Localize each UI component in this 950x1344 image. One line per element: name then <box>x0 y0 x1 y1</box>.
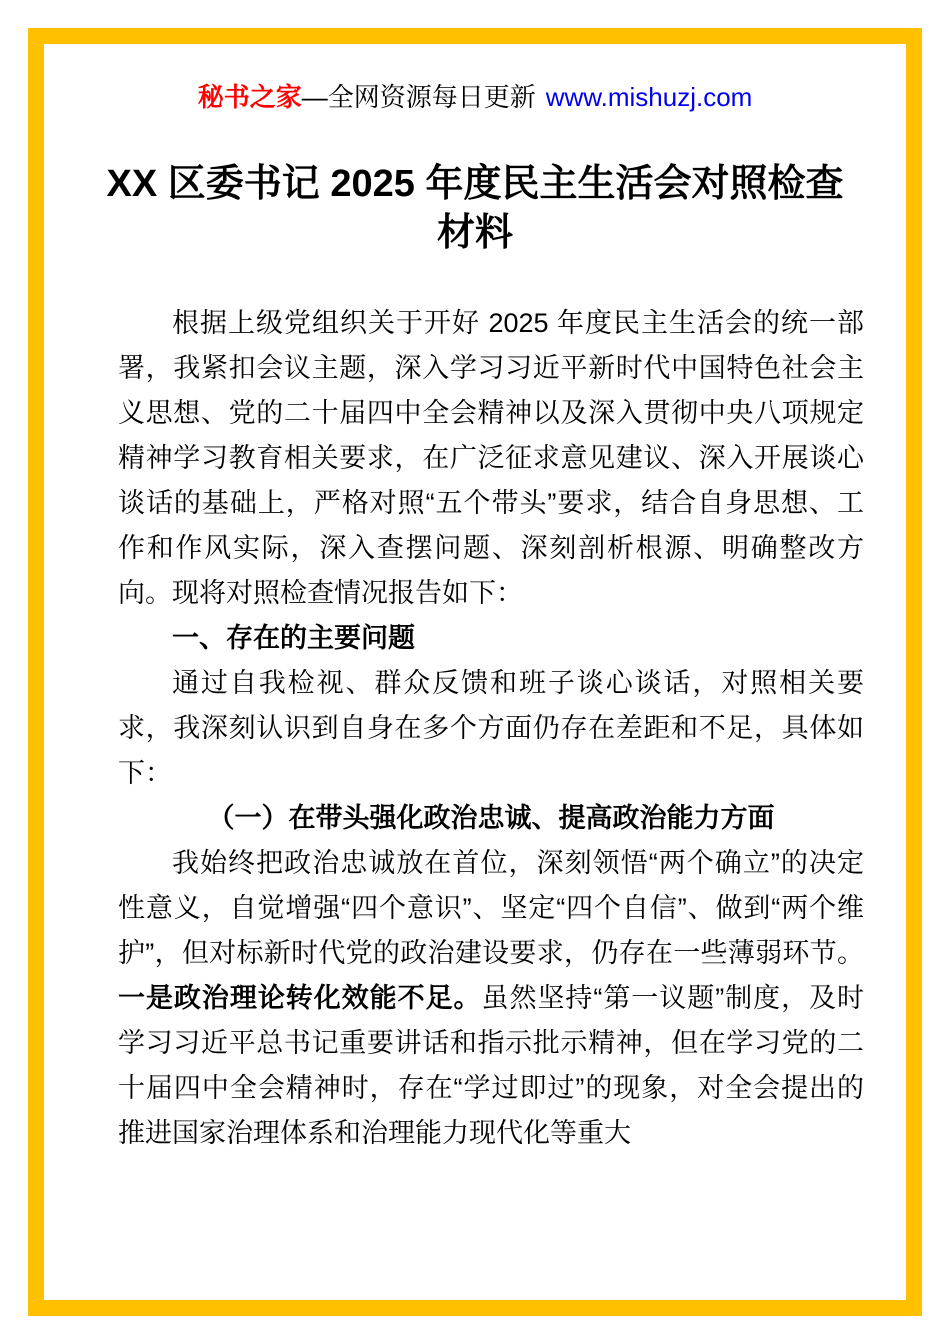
site-name-text: 秘书之家 <box>197 82 302 112</box>
header-tagline: —全网资源每日更新 <box>301 82 536 112</box>
document-title: XX 区委书记 2025 年度民主生活会对照检查材料 <box>106 163 844 254</box>
paragraph-lead-text: 我始终把政治忠诚放在首位，深刻领悟“两个确立”的决定性意义，自觉增强“四个意识”、坚定“四个自信”、做到“两个维护”，但对标新时代党的政治建设要求，仍存在一些薄弱环节。 <box>118 848 864 968</box>
paragraph-bold-point: 一是政治理论转化效能不足。 <box>118 983 482 1013</box>
site-url-link[interactable]: www.mishuzj.com <box>545 82 753 112</box>
paragraph-intro: 根据上级党组织关于开好 2025 年度民主生活会的统一部署，我紧扣会议主题，深入学习习近平新时代中国特色社会主义思想、党的二十届四中全会精神以及深入贯彻中央八项规定精神学习教育相关要求，在广泛征求意见建议、深入开展谈心谈话的基础上，严格对照“五个带头”要求，结合自身思想、工作和作风实际，深入查摆问题、深刻剖析根源、明确整改方向。现将对照检查情况报告如下： <box>118 308 864 608</box>
heading-section-one: （一）在带头强化政治忠诚、提高政治能力方面 <box>207 803 775 833</box>
heading-main-problems: 一、存在的主要问题 <box>172 623 415 653</box>
paragraph-section-one-body <box>118 841 864 1156</box>
paragraph-rest-text: 虽然坚持“第一议题”制度，及时学习习近平总书记重要讲话和指示批示精神，但在学习党的二十届四中全会精神时，存在“学过即过”的现象，对全会提出的推进国家治理体系和治理能力现代化等重大 <box>118 983 865 1148</box>
paragraph-self-review: 通过自我检视、群众反馈和班子谈心谈话，对照相关要求，我深刻认识到自身在多个方面仍存在差距和不足，具体如下： <box>118 668 864 788</box>
header-promo-line <box>0 82 950 112</box>
document-body <box>118 301 864 1156</box>
